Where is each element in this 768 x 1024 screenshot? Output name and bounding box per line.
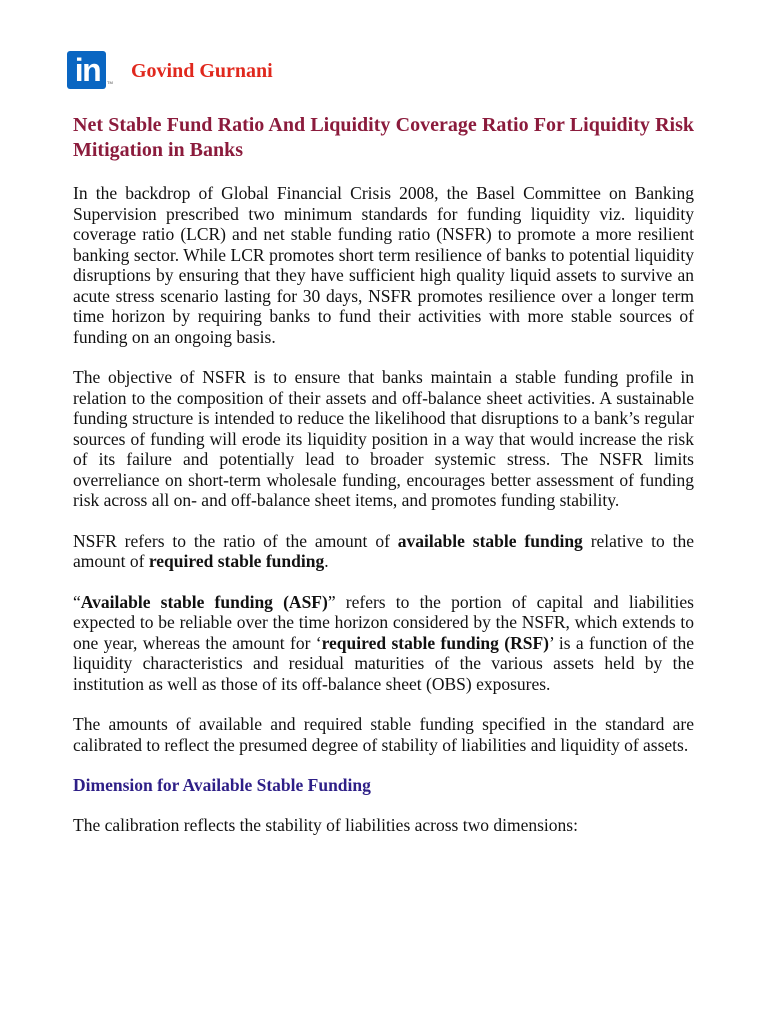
text-run: ’ is a function of the liquidity characteristics and residual maturities of the various assets held by the institution as well as those of its off-balance sheet (OBS) exposures. [73,632,694,694]
text-run: ” refers to the portion of capital and liabilities expected to be reliable over the time horizon considered by the NSFR, which extends to one year, whereas the amount for ‘ [73,591,694,653]
bold-term-asf: Available stable funding (ASF) [80,591,328,612]
author-name: Govind Gurnani [131,60,273,82]
text-run: . [324,551,329,571]
bold-term-asf: available stable funding [397,530,583,551]
paragraph-intro: In the backdrop of Global Financial Crisis 2008, the Basel Committee on Banking Supervision prescribed two minimum standards for funding liquidity viz. liquidity coverage ratio (LCR) and net stable funding ratio (NSFR) to promote a more resilient banking sector. While LCR promotes short term resilience of banks to potential liquidity disruptions by ensuring that they have sufficient high quality liquid assets to survive an acute stress scenario lasting for 30 days, NSFR promotes resilience over a longer term time horizon by requiring banks to fund their activities with more stable sources of funding on an ongoing basis. [73,183,694,347]
text-run: NSFR refers to the ratio of the amount of [73,530,398,551]
paragraph-nsfr-objective: The objective of NSFR is to ensure that banks maintain a stable funding profile in relation to the composition of their assets and off-balance sheet activities. A sustainable funding structure is intended to reduce the likelihood that disruptions to a bank’s regular sources of funding will erode its liquidity position in a way that would increase the risk of its failure and potentially lead to broader systemic stress. The NSFR limits overreliance on short-term wholesale funding, encourages better assessment of funding risk across all on- and off-balance sheet items, and promotes funding stability. [73,367,694,510]
bold-term-rsf: required stable funding [148,551,325,571]
header [66,50,273,90]
text-run: “ [73,591,81,612]
document-title: Net Stable Fund Ratio And Liquidity Coverage Ratio For Liquidity Risk Mitigation in Banks [73,114,694,161]
paragraph-asf-rsf [73,592,694,695]
paragraph-nsfr-definition [73,531,694,572]
paragraph-dimensions: The calibration reflects the stability of liabilities across two dimensions: [73,814,578,835]
paragraph-calibration: The amounts of available and required stable funding specified in the standard are calibrated to reflect the presumed degree of stability of liabilities and liquidity of assets. [73,714,694,755]
text-run: relative to the amount of [73,530,694,571]
linkedin-trademark: TM [107,80,113,85]
linkedin-logo-text: in [74,52,101,88]
bold-term-rsf: required stable funding (RSF) [321,632,549,653]
document-body [73,183,694,855]
linkedin-icon [66,50,111,90]
section-heading: Dimension for Available Stable Funding [73,775,371,795]
